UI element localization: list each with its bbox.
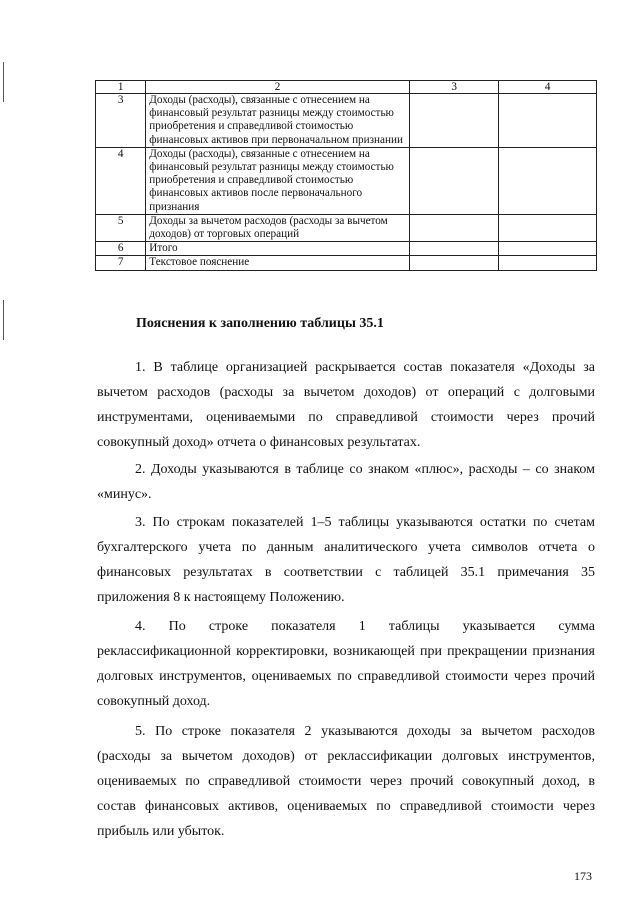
row-number: 7: [96, 256, 146, 270]
row-description: Итого: [146, 242, 410, 256]
row-description: Текстовое пояснение: [146, 256, 410, 270]
note-paragraph-5: 5. По строке показателя 2 указываются доходы за вычетом расходов (расходы за вычетом доходов) от реклассификации долговых инструментов, оцениваемых по справедливой стоимости через прочий совокупный доход, в состав финансовых активов, оцениваемых по справедливой стоимости через прибыль или убыток.: [97, 724, 595, 839]
row-description: Доходы за вычетом расходов (расходы за вычетом доходов) от торговых операций: [146, 214, 410, 241]
column-number-1: 1: [96, 81, 146, 94]
margin-scan-mark: [3, 62, 4, 102]
row-description: Доходы (расходы), связанные с отнесением на финансовый результат разницы между стоимостью приобретения и справедливой стоимостью финансовых активов после первоначального признания: [146, 147, 410, 214]
indicators-table: [95, 80, 597, 271]
row-value-col4: [499, 94, 597, 148]
row-value-col4: [499, 242, 597, 256]
table-row: [96, 147, 597, 214]
row-value-col4: [499, 147, 597, 214]
row-number: 6: [96, 242, 146, 256]
page-number: 173: [574, 869, 592, 883]
row-value-col3: [409, 242, 499, 256]
column-number-4: 4: [499, 81, 597, 94]
row-number: 3: [96, 94, 146, 148]
row-value-col4: [499, 256, 597, 270]
note-paragraph-1: 1. В таблице организацией раскрывается состав показателя «Доходы за вычетом расходов (расходы за вычетом доходов) от операций с долговыми инструментами, оцениваемыми по справедливой стоимости через прочий совокупный доход» отчета о финансовых результатах.: [97, 360, 595, 450]
note-paragraph-3: 3. По строкам показателей 1–5 таблицы указываются остатки по счетам бухгалтерского учета по данным аналитического учета символов отчета о финансовых результатах в соответствии с таблицей 35.1 примечания 35 приложения 8 к настоящему Положению.: [97, 515, 595, 605]
column-number-3: 3: [409, 81, 499, 94]
margin-scan-mark: [3, 300, 4, 340]
row-value-col4: [499, 214, 597, 241]
note-paragraph-2: 2. Доходы указываются в таблице со знаком «плюс», расходы – со знаком «минус».: [97, 462, 595, 502]
row-description: Доходы (расходы), связанные с отнесением на финансовый результат разницы между стоимостью приобретения и справедливой стоимостью финансовых активов при первоначальном признании: [146, 94, 410, 148]
row-value-col3: [409, 214, 499, 241]
row-value-col3: [409, 256, 499, 270]
table-row: [96, 94, 597, 148]
notes-title: Пояснения к заполнению таблицы 35.1: [136, 316, 384, 331]
note-paragraph-4: 4. По строке показателя 1 таблицы указывается сумма реклассификационной корректировки, возникающей при прекращении признания долговых инструментов, оцениваемых по справедливой стоимости через прочий совокупный доход.: [97, 619, 595, 709]
table-header-row: [96, 81, 597, 94]
row-number: 4: [96, 147, 146, 214]
column-number-2: 2: [146, 81, 410, 94]
row-value-col3: [409, 147, 499, 214]
row-number: 5: [96, 214, 146, 241]
table-row: [96, 214, 597, 241]
table-row: [96, 242, 597, 256]
row-value-col3: [409, 94, 499, 148]
table-row: [96, 256, 597, 270]
